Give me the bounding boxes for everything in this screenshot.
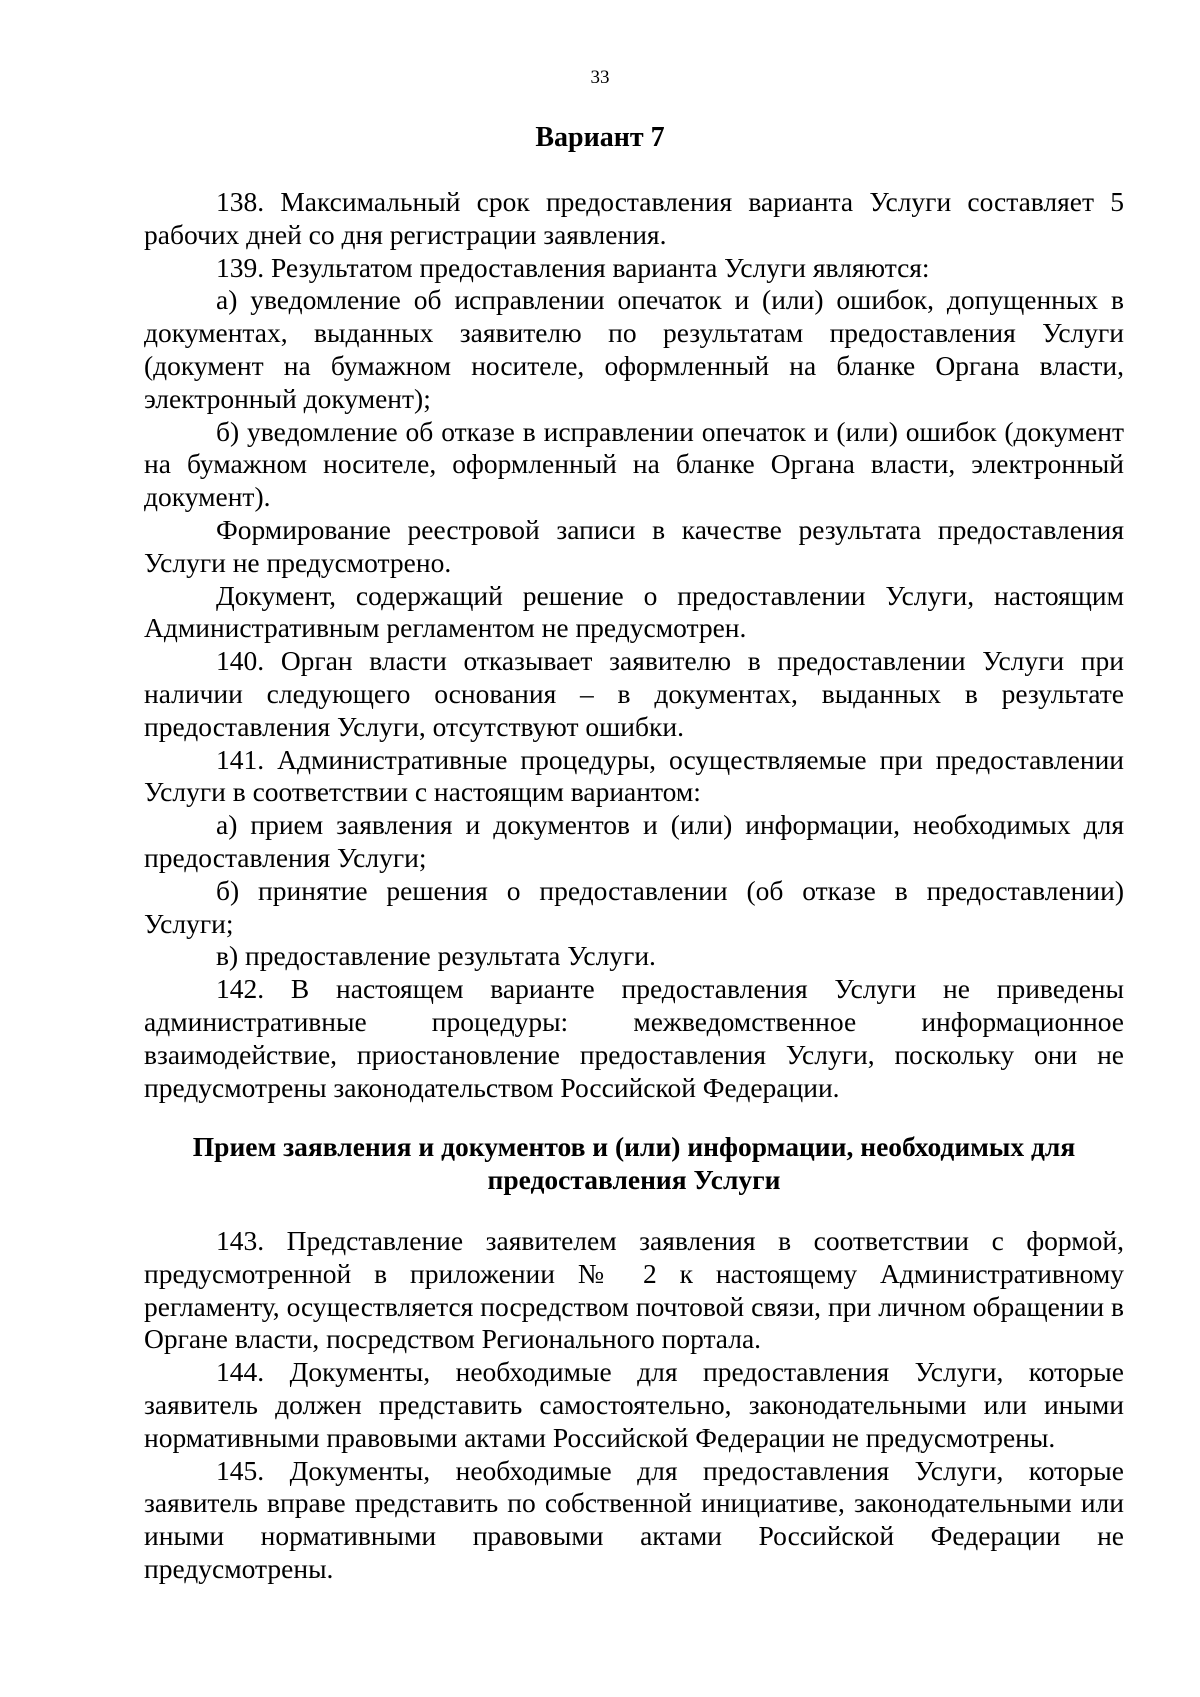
paragraph-139-b: б) уведомление об отказе в исправлении опечаток и (или) ошибок (документ на бумажном носителе, оформленный на бланке Органа власти, электронный документ).: [144, 415, 1124, 513]
paragraph-141: 141. Административные процедуры, осуществляемые при предоставлении Услуги в соответствии с настоящим вариантом:: [144, 743, 1124, 808]
paragraph-142: 142. В настоящем варианте предоставления Услуги не приведены административные процедуры: межведомственное информационное взаимодействие, приостановление предоставления Услуги, поскольку они не предусмотрены законодательством Российской Федерации.: [144, 973, 1124, 1103]
paragraph-141-a: а) прием заявления и документов и (или) информации, необходимых для предоставления Услуги;: [144, 809, 1124, 873]
paragraph-140: 140. Орган власти отказывает заявителю в предоставлении Услуги при наличии следующего основания – в документах, выданных в результате предоставления Услуги, отсутствуют ошибки.: [144, 645, 1124, 742]
paragraph-decision-document: Документ, содержащий решение о предоставлении Услуги, настоящим Административным регламентом не предусмотрен.: [144, 579, 1124, 644]
paragraph-138: 138. Максимальный срок предоставления варианта Услуги составляет 5 рабочих дней со дня регистрации заявления.: [144, 186, 1124, 250]
paragraph-registry-record: Формирование реестровой записи в качестве результата предоставления Услуги не предусмотрено.: [144, 513, 1124, 578]
section-title: Вариант 7: [535, 122, 665, 153]
paragraph-141-b: б) принятие решения о предоставлении (об отказе в предоставлении) Услуги;: [144, 874, 1124, 939]
paragraph-141-v: в) предоставление результата Услуги.: [216, 940, 656, 972]
body-text-part1: [144, 186, 1124, 1104]
page-number: 33: [590, 67, 610, 88]
paragraph-143: 143. Представление заявителем заявления в соответствии с формой, предусмотренной в приложении № 2 к настоящему Административному регламенту, осуществляется посредством почтовой связи, при личном обращении в Органе власти, посредством Регионального портала.: [144, 1225, 1124, 1355]
body-text-part2: [144, 1225, 1124, 1586]
subheading: Прием заявления и документов и (или) информации, необходимых для предоставления Услуги: [192, 1131, 1076, 1195]
paragraph-144: 144. Документы, необходимые для предоставления Услуги, которые заявитель должен представить самостоятельно, законодательными или иными нормативными правовыми актами Российской Федерации не предусмотрены.: [144, 1356, 1124, 1453]
paragraph-139-a: а) уведомление об исправлении опечаток и (или) ошибок, допущенных в документах, выданных заявителю по результатам предоставления Услуги (документ на бумажном носителе, оформленный на бланке Органа власти, электронный документ);: [144, 284, 1124, 414]
paragraph-139: 139. Результатом предоставления варианта Услуги являются:: [216, 251, 930, 283]
paragraph-145: 145. Документы, необходимые для предоставления Услуги, которые заявитель вправе представить по собственной инициативе, законодательными или иными нормативными правовыми актами Российской Федерации не предусмотрены.: [144, 1454, 1124, 1584]
